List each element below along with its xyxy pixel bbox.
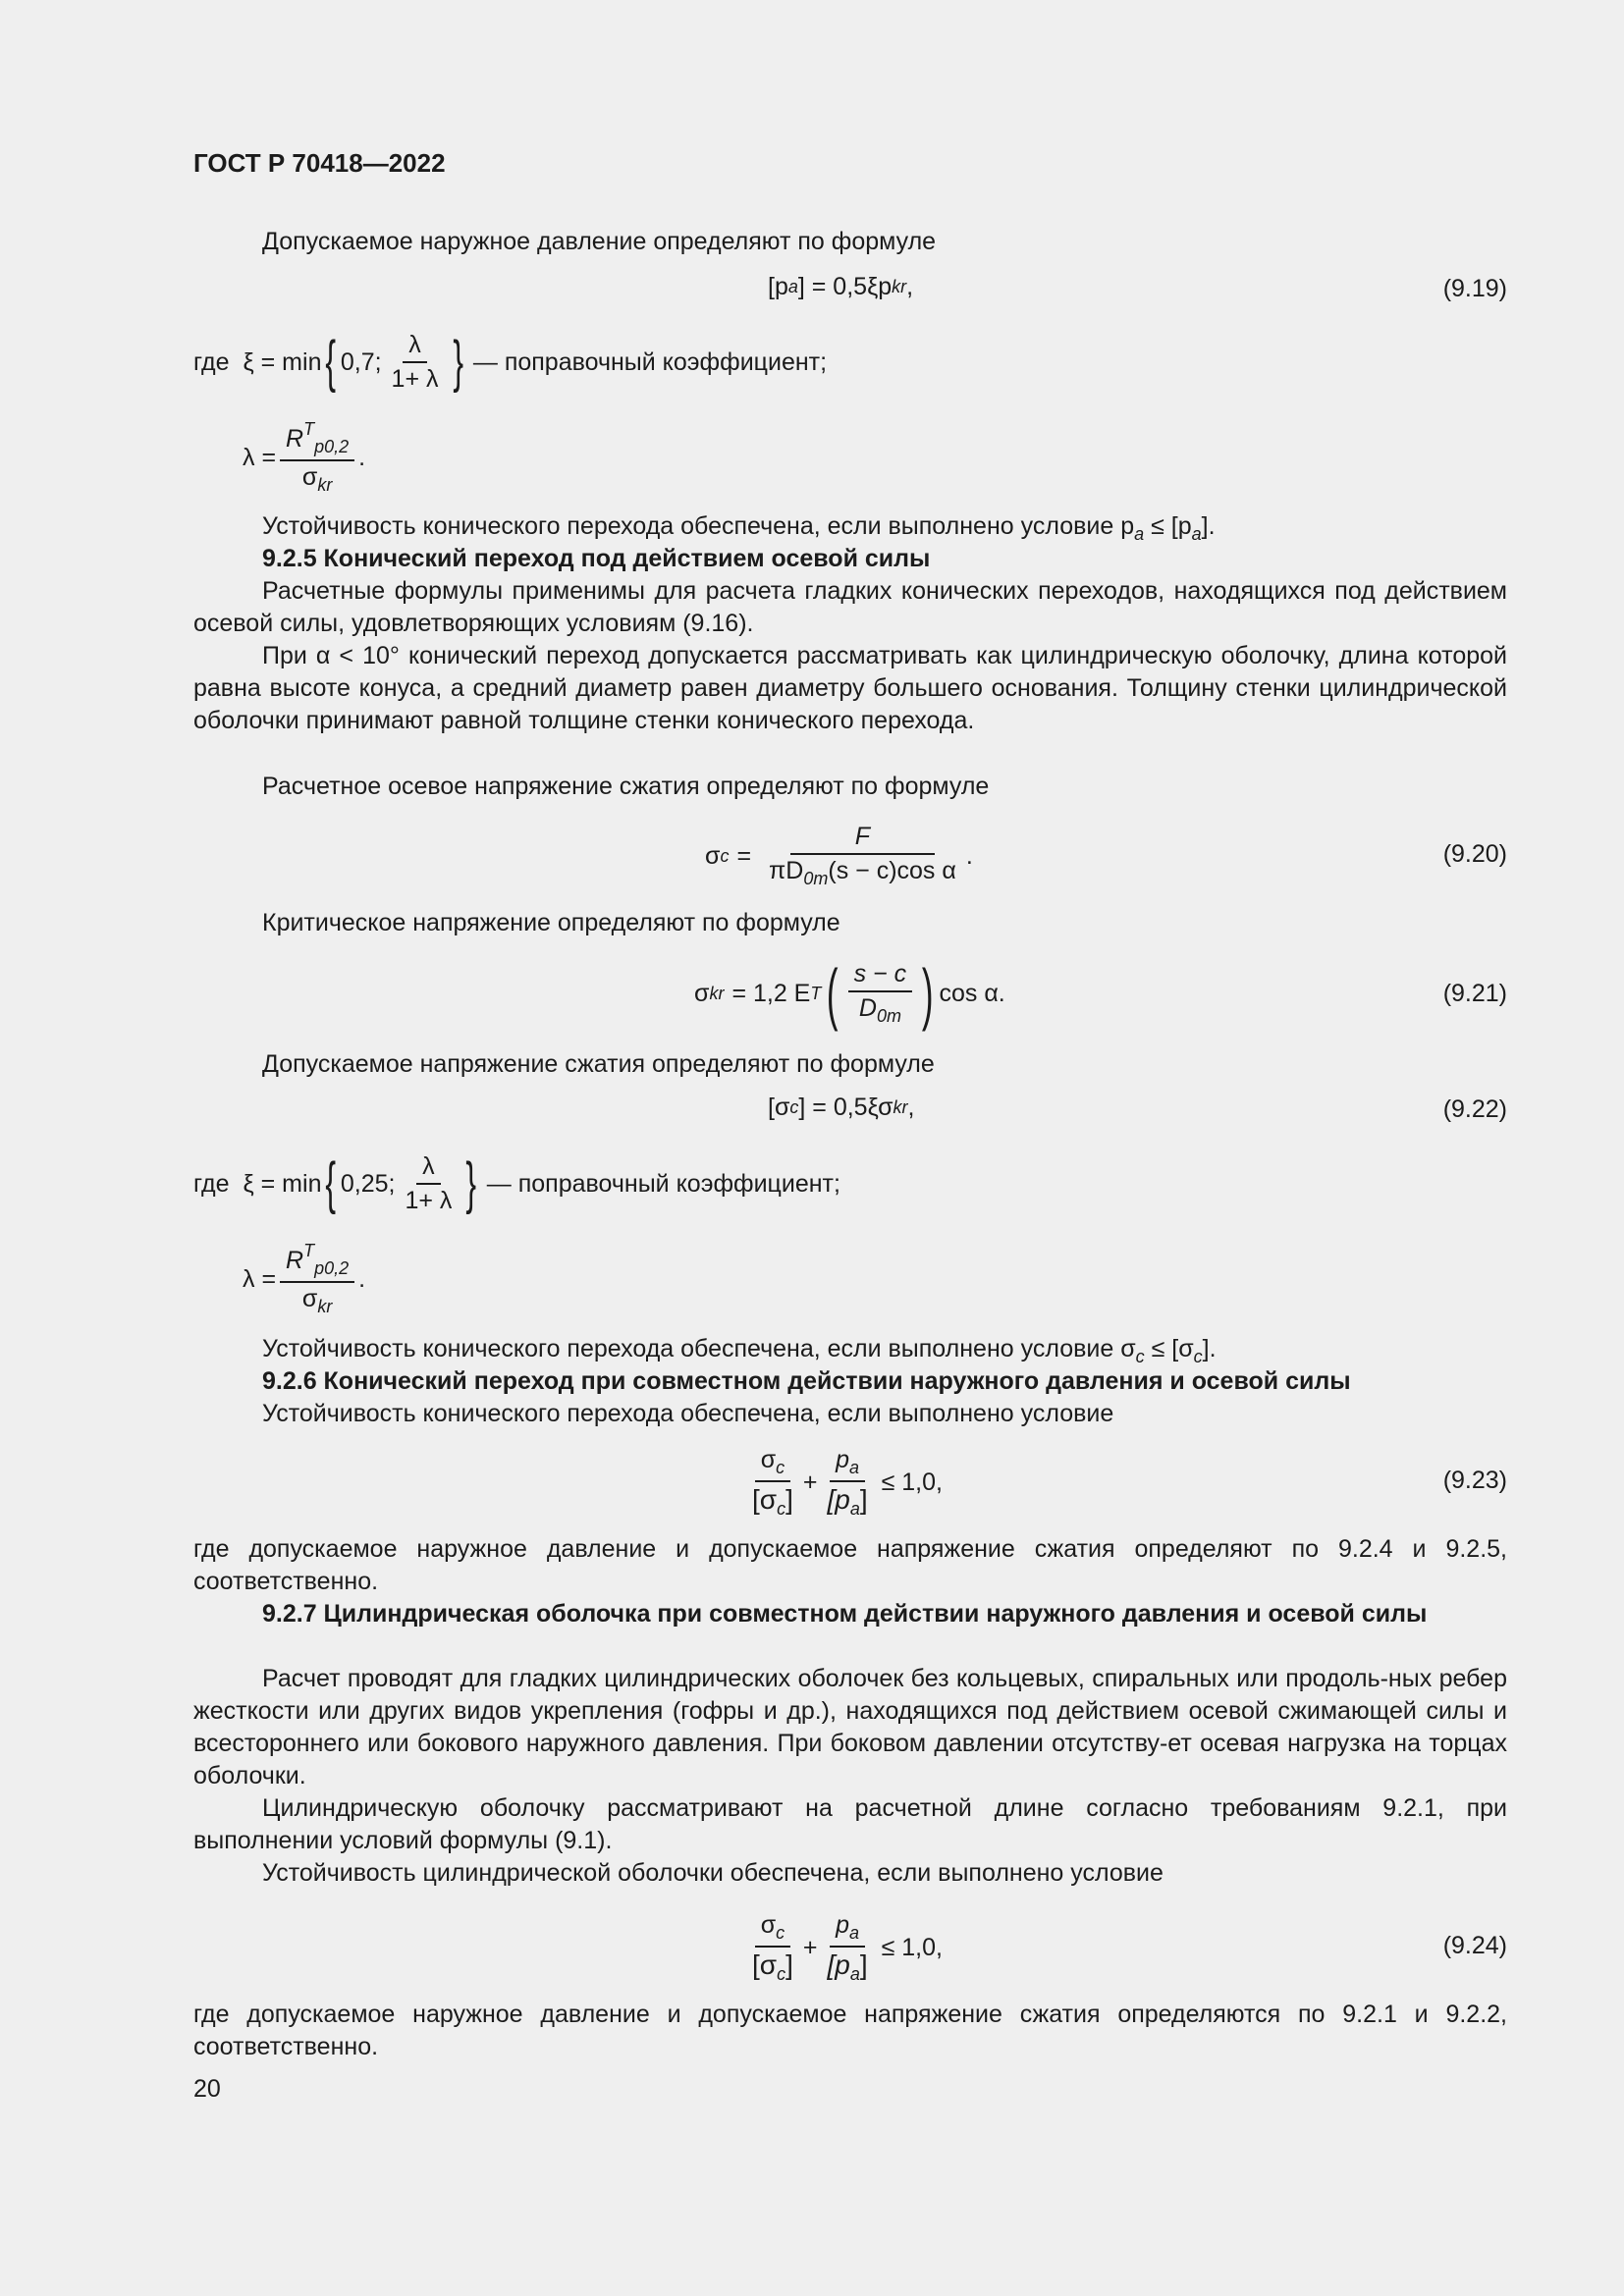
where-word: где bbox=[193, 347, 230, 376]
equation-number: (9.21) bbox=[1442, 980, 1507, 1007]
text: ≤ [p bbox=[1144, 512, 1192, 540]
math-text: + bbox=[802, 1468, 818, 1496]
fraction bbox=[386, 331, 445, 394]
math-text: ] = 0,5ξp bbox=[797, 273, 893, 300]
math-sub: 0m bbox=[876, 1006, 901, 1026]
math-text: ≤ 1,0, bbox=[881, 1468, 943, 1496]
math-text: σ bbox=[760, 1445, 777, 1473]
math-text: — поправочный коэффициент; bbox=[486, 1169, 840, 1198]
fraction-numerator bbox=[830, 1446, 865, 1482]
paragraph: Критическое напряжение определяют по формуле bbox=[262, 909, 840, 936]
math-sub: c bbox=[1135, 1347, 1145, 1366]
math-sub: a bbox=[848, 1922, 859, 1943]
math-text: . bbox=[358, 1264, 366, 1293]
math-text: (s − c)cos α bbox=[828, 857, 956, 884]
math-text: [p bbox=[768, 273, 788, 300]
fraction bbox=[280, 1241, 354, 1317]
text: ]. bbox=[1202, 1335, 1217, 1362]
fraction-denominator: 1+ λ bbox=[391, 365, 439, 393]
math-sub: c bbox=[776, 1922, 785, 1943]
math-text: + bbox=[802, 1933, 818, 1961]
text: ≤ [σ bbox=[1144, 1335, 1194, 1362]
equation-9-19 bbox=[768, 273, 913, 301]
math-sub: kr bbox=[709, 983, 725, 1003]
right-brace: } bbox=[465, 1151, 477, 1215]
equation-9-24 bbox=[742, 1908, 943, 1987]
fraction bbox=[821, 1911, 873, 1985]
equation-number: (9.22) bbox=[1442, 1095, 1507, 1123]
math-sub: a bbox=[1191, 524, 1202, 544]
math-sub: c bbox=[720, 845, 730, 866]
math-text: [σ bbox=[752, 1483, 778, 1515]
math-text: [p bbox=[827, 1483, 850, 1515]
fraction bbox=[746, 1446, 799, 1520]
math-sub: c bbox=[776, 1457, 785, 1477]
equation-9-21 bbox=[694, 952, 1005, 1035]
math-sub: a bbox=[849, 1963, 860, 1984]
fraction-denominator bbox=[763, 855, 962, 889]
math-text: [p bbox=[827, 1949, 850, 1980]
math-text: . bbox=[358, 443, 366, 471]
fraction-denominator bbox=[297, 1283, 338, 1317]
math-sup: T bbox=[303, 419, 315, 439]
equation-number: (9.20) bbox=[1442, 840, 1507, 868]
math-sup: T bbox=[303, 1241, 315, 1260]
math-sub: a bbox=[787, 277, 798, 296]
paragraph: Цилиндрическую оболочку рассматривают на расчетной длине согласно требованиям 9.2.1, при выполнении условий формулы (9.1). bbox=[193, 1794, 1507, 1854]
math-sub: a bbox=[849, 1498, 860, 1519]
math-text: — поправочный коэффициент; bbox=[472, 347, 828, 376]
math-text: cos α. bbox=[939, 979, 1005, 1007]
equation-number: (9.23) bbox=[1442, 1467, 1507, 1494]
fraction-denominator: 1+ λ bbox=[405, 1187, 453, 1214]
math-text: σ bbox=[760, 1910, 777, 1939]
fraction-numerator bbox=[280, 1241, 354, 1283]
math-text: ξ = min bbox=[243, 1169, 322, 1198]
section-heading-9-2-7: 9.2.7 Цилиндрическая оболочка при совместном действии наружного давления и осевой силы bbox=[262, 1600, 1428, 1628]
math-text: R bbox=[286, 1247, 304, 1274]
paragraph: где допускаемое наружное давление и допускаемое напряжение сжатия определяются по 9.2.1 и 9.2.2, соответственно. bbox=[193, 2001, 1507, 2060]
lambda-definition-1 bbox=[243, 415, 365, 500]
fraction-numerator: λ bbox=[416, 1152, 441, 1185]
math-sub: a bbox=[1134, 524, 1145, 544]
text: Устойчивость конического перехода обеспечена, если выполнено условие σ bbox=[262, 1335, 1136, 1362]
equation-9-22 bbox=[768, 1094, 915, 1122]
paragraph: Допускаемое наружное давление определяют по формуле bbox=[262, 228, 937, 255]
math-text: [σ bbox=[768, 1094, 790, 1121]
math-text: ] bbox=[859, 1949, 868, 1980]
math-sub: kr bbox=[893, 1097, 908, 1117]
fraction-numerator bbox=[755, 1446, 790, 1482]
math-text: , bbox=[906, 273, 914, 300]
math-text: σ bbox=[301, 1285, 318, 1312]
section-heading-9-2-6: 9.2.6 Конический переход при совместном действии наружного давления и осевой силы bbox=[262, 1367, 1351, 1395]
math-sub: c bbox=[1193, 1347, 1203, 1366]
math-text: ] bbox=[859, 1483, 868, 1515]
math-text: σ bbox=[705, 841, 721, 870]
fraction bbox=[848, 960, 913, 1027]
xi-definition-2 bbox=[193, 1148, 840, 1219]
paragraph: Устойчивость конического перехода обеспечена, если выполнено условие bbox=[262, 1400, 1114, 1427]
text: ]. bbox=[1201, 512, 1216, 540]
equation-9-20 bbox=[705, 817, 973, 895]
fraction-numerator bbox=[830, 1911, 865, 1948]
fraction-denominator bbox=[821, 1948, 873, 1985]
paragraph: Расчетное осевое напряжение сжатия определяют по формуле bbox=[262, 773, 990, 800]
math-text: λ = bbox=[243, 1264, 277, 1293]
math-text: ] bbox=[785, 1483, 793, 1515]
lambda-definition-2 bbox=[243, 1237, 365, 1321]
equation-number: (9.19) bbox=[1442, 275, 1507, 302]
math-text: ] bbox=[785, 1949, 793, 1980]
fraction bbox=[280, 419, 354, 496]
fraction-denominator bbox=[853, 992, 907, 1027]
math-text: 0,25; bbox=[340, 1169, 396, 1198]
fraction bbox=[746, 1911, 799, 1985]
left-brace: { bbox=[325, 330, 337, 394]
math-text: ] = 0,5ξσ bbox=[798, 1094, 893, 1121]
text: Устойчивость конического перехода обеспечена, если выполнено условие p bbox=[262, 512, 1135, 540]
fraction-denominator bbox=[821, 1482, 873, 1520]
math-text: , bbox=[907, 1094, 915, 1121]
paragraph: Допускаемое напряжение сжатия определяют по формуле bbox=[262, 1050, 935, 1078]
fraction-denominator bbox=[746, 1948, 799, 1985]
fraction bbox=[763, 823, 962, 889]
page-number: 20 bbox=[193, 2075, 221, 2103]
fraction-denominator bbox=[297, 461, 338, 496]
math-sub: kr bbox=[317, 475, 333, 495]
paragraph: При α < 10° конический переход допускается рассматривать как цилиндрическую оболочку, длина которой равна высоте конуса, а средний диаметр равен диаметру большего основания. Толщину стенки цилиндрической оболочки принимают равной толщине стенки конического перехода. bbox=[193, 642, 1507, 734]
fraction-numerator bbox=[280, 419, 354, 461]
equation-9-23 bbox=[742, 1443, 943, 1522]
fraction bbox=[821, 1446, 873, 1520]
math-text: p bbox=[836, 1445, 849, 1473]
math-text: 0,7; bbox=[340, 347, 382, 376]
math-text: . bbox=[965, 841, 973, 870]
where-word: где bbox=[193, 1169, 230, 1198]
left-brace: { bbox=[325, 1151, 337, 1215]
math-text: D bbox=[858, 994, 877, 1022]
math-text: λ = bbox=[243, 443, 277, 471]
math-sub: c bbox=[789, 1097, 799, 1117]
fraction-numerator: F bbox=[790, 823, 935, 855]
math-text: = bbox=[736, 841, 752, 870]
math-text: R bbox=[286, 425, 304, 453]
math-text: σ bbox=[694, 979, 710, 1007]
math-sub: p0,2 bbox=[314, 1258, 350, 1278]
right-brace: } bbox=[452, 330, 463, 394]
math-text: ξ = min bbox=[243, 347, 322, 376]
fraction-numerator bbox=[755, 1911, 790, 1948]
math-sub: kr bbox=[317, 1297, 333, 1316]
document-header: ГОСТ Р 70418—2022 bbox=[193, 148, 446, 178]
math-text: p bbox=[836, 1910, 849, 1939]
xi-definition-1 bbox=[193, 327, 827, 398]
math-sub: c bbox=[777, 1498, 786, 1519]
math-text: = 1,2 E bbox=[731, 979, 811, 1007]
section-heading-9-2-5: 9.2.5 Конический переход под действием осевой силы bbox=[262, 545, 931, 572]
math-sub: p0,2 bbox=[314, 437, 350, 456]
paragraph: Устойчивость цилиндрической оболочки обеспечена, если выполнено условие bbox=[262, 1859, 1164, 1887]
fraction-numerator: λ bbox=[403, 331, 427, 363]
paragraph: Расчет проводят для гладких цилиндрических оболочек без кольцевых, спиральных или продоль-ных ребер жесткости или других видов укрепления (гофры и др.), находящихся под действием осевой сжимающей силы и всестороннего или бокового наружного давления. При боковом давлении отсутству-ет осевая нагрузка на торцах оболочки. bbox=[193, 1665, 1507, 1789]
math-text: ≤ 1,0, bbox=[881, 1933, 943, 1961]
fraction bbox=[399, 1152, 458, 1215]
right-paren: ) bbox=[922, 955, 934, 1032]
paragraph: Расчетные формулы применимы для расчета гладких конических переходов, находящихся под действием осевой силы, удовлетворяющих условиям (9.16). bbox=[193, 577, 1507, 637]
equation-number: (9.24) bbox=[1442, 1932, 1507, 1959]
fraction-numerator: s − c bbox=[848, 960, 913, 992]
math-sub: 0m bbox=[803, 869, 829, 888]
math-text: [σ bbox=[752, 1949, 778, 1980]
math-sub: a bbox=[848, 1457, 859, 1477]
math-sub: c bbox=[777, 1963, 786, 1984]
math-text: πD bbox=[769, 857, 804, 884]
math-text: σ bbox=[301, 463, 318, 491]
left-paren: ( bbox=[827, 955, 839, 1032]
math-sup: T bbox=[810, 983, 822, 1003]
paragraph: где допускаемое наружное давление и допускаемое напряжение сжатия определяют по 9.2.4 и 9.2.5, соответственно. bbox=[193, 1535, 1507, 1595]
fraction-denominator bbox=[746, 1482, 799, 1520]
math-sub: kr bbox=[892, 277, 907, 296]
